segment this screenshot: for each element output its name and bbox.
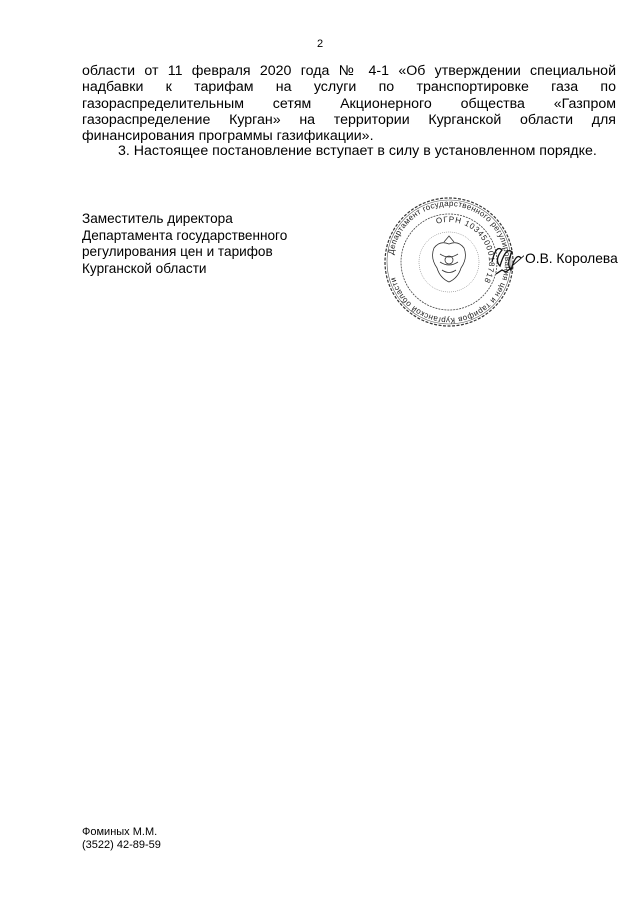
text-line: области от 11 февраля 2020 года № 4-1 «Об утверждении специальной — [82, 63, 616, 79]
clause-3: 3. Настоящее постановление вступает в силу в установленном порядке. — [118, 143, 597, 159]
position-line: регулирования цен и тарифов — [82, 244, 273, 260]
text-line: надбавки к тарифам на услуги по транспортировке газа по — [82, 79, 616, 96]
position-line: Департамента государственного — [82, 227, 288, 243]
executor-info — [82, 826, 161, 852]
signatory-position — [82, 211, 287, 278]
signer-name: О.В. Королева — [525, 251, 618, 266]
paragraph-continuation — [82, 63, 616, 144]
page-number: 2 — [316, 38, 324, 50]
text-line: финансирования программы газификации». — [82, 128, 374, 145]
svg-text:ОГРН 1034500018718: ОГРН 1034500018718 — [435, 214, 497, 286]
text-line: газораспределительным сетям Акционерного общества «Газпром — [82, 95, 616, 112]
executor-phone: (3522) 42-89-59 — [82, 839, 161, 851]
position-line: Заместитель директора — [82, 211, 233, 226]
svg-text:Департамент государственного р: Департамент государственного регулирования цен и тарифов Курганской области — [386, 198, 513, 326]
executor-name: Фоминых М.М. — [82, 826, 158, 838]
official-stamp-icon — [374, 196, 524, 328]
text-line: газораспределение Курган» на территории Курганской области для — [82, 111, 616, 128]
position-line: Курганской области — [82, 261, 207, 277]
